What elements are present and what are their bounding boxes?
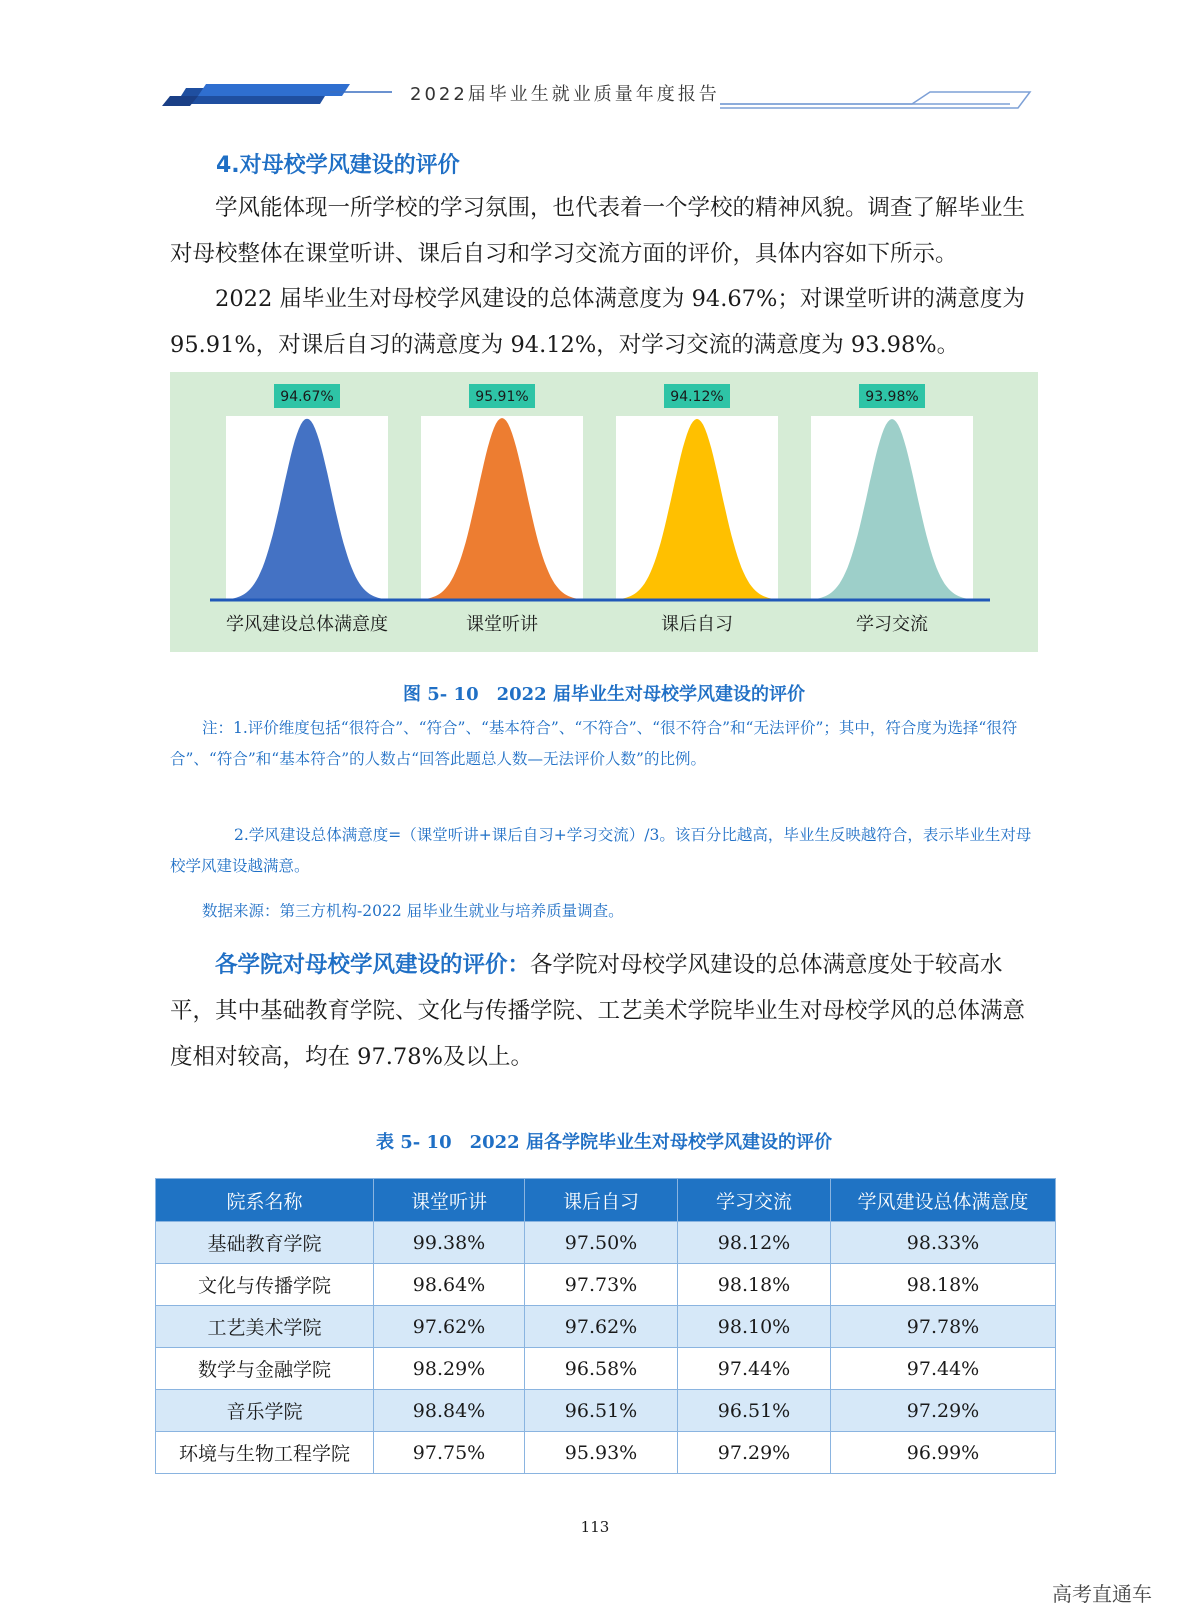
table-cell: 97.44% <box>678 1348 831 1390</box>
table-cell: 99.38% <box>374 1222 525 1264</box>
table-cell: 97.29% <box>678 1432 831 1474</box>
table-cell: 95.93% <box>525 1432 678 1474</box>
page-number: 113 <box>580 1518 610 1536</box>
table-cell: 文化与传播学院 <box>156 1264 374 1306</box>
table-cell: 98.12% <box>678 1222 831 1264</box>
table-cell: 96.99% <box>831 1432 1056 1474</box>
category-label: 学风建设总体满意度 <box>226 614 388 635</box>
table-row <box>156 1390 1056 1432</box>
table-cell: 音乐学院 <box>156 1390 374 1432</box>
intro-paragraph: 学风能体现一所学校的学习氛围，也代表着一个学校的精神风貌。调查了解毕业生对母校整体在课堂听讲、课后自习和学习交流方面的评价，具体内容如下所示。 <box>170 195 1026 267</box>
value-label: 93.98% <box>865 389 919 405</box>
category-label: 课后自习 <box>661 614 733 635</box>
table-cell: 基础教育学院 <box>156 1222 374 1264</box>
header-title: 2022届毕业生就业质量年度报告 <box>410 84 720 105</box>
table-cell: 97.50% <box>525 1222 678 1264</box>
table-cell: 97.29% <box>831 1390 1056 1432</box>
college-paragraph <box>170 942 1042 1080</box>
section-title: 4.对母校学风建设的评价 <box>216 153 460 178</box>
table-cell: 97.44% <box>831 1348 1056 1390</box>
table-caption: 表 5- 10 2022 届各学院毕业生对母校学风建设的评价 <box>376 1132 832 1153</box>
table-cell: 98.64% <box>374 1264 525 1306</box>
table-cell: 环境与生物工程学院 <box>156 1432 374 1474</box>
table-cell: 数学与金融学院 <box>156 1348 374 1390</box>
table-cell: 97.75% <box>374 1432 525 1474</box>
table-row <box>156 1432 1056 1474</box>
col-header: 院系名称 <box>156 1179 374 1222</box>
figure-note-2: 2.学风建设总体满意度=（课堂听讲+课后自习+学习交流）/3。该百分比越高，毕业生反映越符合，表示毕业生对母校学风建设越满意。 <box>170 826 1032 875</box>
college-lead: 各学院对母校学风建设的评价： <box>215 952 531 978</box>
table-cell: 97.62% <box>525 1306 678 1348</box>
col-header: 学风建设总体满意度 <box>831 1179 1056 1222</box>
data-source: 数据来源：第三方机构-2022 届毕业生就业与培养质量调查。 <box>202 902 624 920</box>
value-label: 95.91% <box>475 389 529 405</box>
category-label: 课堂听讲 <box>466 614 538 635</box>
table-header-row <box>156 1179 1056 1222</box>
table-cell: 98.18% <box>678 1264 831 1306</box>
value-label: 94.67% <box>280 389 334 405</box>
college-table <box>155 1178 1056 1474</box>
table-cell: 98.29% <box>374 1348 525 1390</box>
category-label: 学习交流 <box>856 614 928 635</box>
college-text: 各学院对母校学风建设的总体满意度处于较高水平，其中基础教育学院、文化与传播学院、工艺美术学院毕业生对母校学风的总体满意度相对较高，均在 97.78%及以上。 <box>170 952 1026 1070</box>
table-row <box>156 1222 1056 1264</box>
table-cell: 97.73% <box>525 1264 678 1306</box>
table-cell: 97.62% <box>374 1306 525 1348</box>
table-cell: 工艺美术学院 <box>156 1306 374 1348</box>
table-cell: 96.58% <box>525 1348 678 1390</box>
col-header: 课后自习 <box>525 1179 678 1222</box>
table-row <box>156 1264 1056 1306</box>
table-cell: 98.84% <box>374 1390 525 1432</box>
satisfaction-chart <box>170 372 1038 652</box>
col-header: 课堂听讲 <box>374 1179 525 1222</box>
value-label: 94.12% <box>670 389 724 405</box>
watermark: 高考直通车 <box>1052 1582 1152 1606</box>
table-cell: 98.10% <box>678 1306 831 1348</box>
figure-note-1: 注：1.评价维度包括“很符合”、“符合”、“基本符合”、“不符合”、“很不符合”和“无法评价”；其中，符合度为选择“很符合”、“符合”和“基本符合”的人数占“回答此题总人数—无法评价人数”的比例。 <box>170 719 1018 768</box>
table-cell: 98.18% <box>831 1264 1056 1306</box>
table-cell: 96.51% <box>525 1390 678 1432</box>
col-header: 学习交流 <box>678 1179 831 1222</box>
table-cell: 97.78% <box>831 1306 1056 1348</box>
table-cell: 98.33% <box>831 1222 1056 1264</box>
table-cell: 96.51% <box>678 1390 831 1432</box>
summary-paragraph: 2022 届毕业生对母校学风建设的总体满意度为 94.67%；对课堂听讲的满意度为 95.91%，对课后自习的满意度为 94.12%，对学习交流的满意度为 93.98%。 <box>170 286 1025 358</box>
figure-caption: 图 5- 10 2022 届毕业生对母校学风建设的评价 <box>403 684 805 705</box>
table-row <box>156 1348 1056 1390</box>
table-row <box>156 1306 1056 1348</box>
